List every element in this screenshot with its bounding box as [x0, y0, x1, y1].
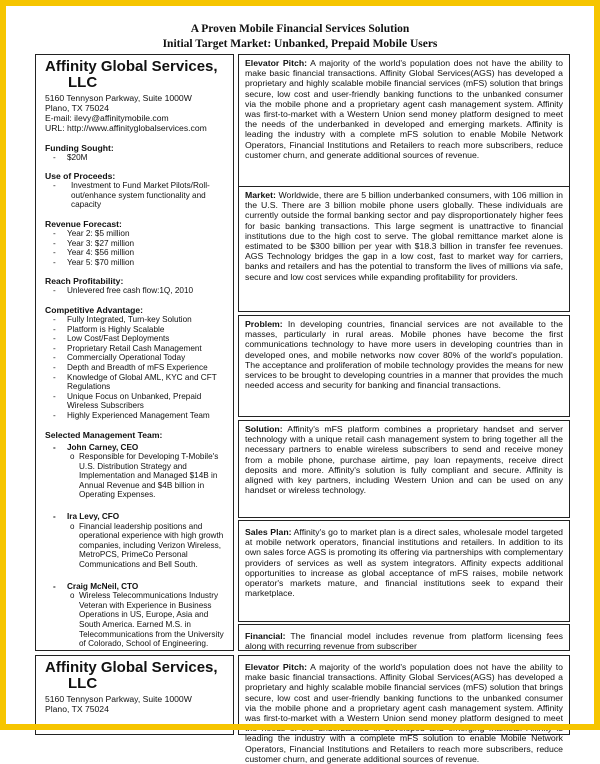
- member-name: - Craig McNeil, CTO: [45, 582, 226, 592]
- list-item: - Year 4: $56 million: [45, 248, 226, 258]
- member-name: - John Carney, CEO: [45, 443, 226, 453]
- title-line-2: Initial Target Market: Unbanked, Prepaid Mobile Users: [162, 38, 438, 50]
- solution-text: Affinity's mFS platform combines a proprietary handset and server technology with a unique retail cash management system to bring together all the necessary partners to enable wireless subscribers to send and receive money from a mobile phone, purchase airtime, pay loan repayments, receive direct deposits and more. Affinity's solution is fully compliant and secure. Affinity is aligned with key partners, including Western Union and can be used on any handset or wireless technology.: [245, 424, 564, 496]
- forecast-label: Revenue Forecast:: [45, 219, 122, 229]
- list-item: - Year 5: $70 million: [45, 258, 226, 268]
- problem-label: Problem:: [245, 319, 283, 329]
- company-name: Affinity Global Services, LLC: [45, 659, 218, 692]
- member-bio: o Responsible for Developing T-Mobile's U.S. Distribution Strategy and Implementation and Managed $14B in Annual Revenue and $4B billion in Operating Expenses.: [45, 452, 226, 500]
- management-label: Selected Management Team:: [45, 429, 163, 440]
- list-item: - Unlevered free cash flow:1Q, 2010: [45, 286, 226, 296]
- list-item: - Knowledge of Global AML, KYC and CFT Regulations: [45, 373, 226, 392]
- page-frame-bottom-edge: [0, 724, 600, 730]
- team-member: [45, 582, 226, 649]
- title-line-1: A Proven Mobile Financial Services Solution: [190, 23, 410, 35]
- elevator-pitch-section: [238, 54, 570, 188]
- company-url: URL: http://www.affinityglobalservices.com: [45, 122, 207, 133]
- document-title: [0, 22, 600, 52]
- advantage-list: [45, 315, 226, 421]
- financial-section: [238, 624, 570, 651]
- financial-label: Financial:: [245, 631, 286, 641]
- list-item: - Highly Experienced Management Team: [45, 411, 226, 421]
- list-item: - Year 3: $27 million: [45, 239, 226, 249]
- funding-label: Funding Sought:: [45, 142, 114, 153]
- list-item: - Year 2: $5 million: [45, 229, 226, 239]
- member-bio: o Financial leadership positions and operational experience with high growth companies, including Verizon Wireless, MetroPCS, PrimeCo Personal Communications and Bell South.: [45, 522, 226, 570]
- sales-plan-text: Affinity's go to market plan is a direct sales, wholesale model targeted at mobile network operators, financial institutions and retailers. In addition to its own sales force AGS is promoting its offering via partnerships with complementary providers of services as well as system integrators. Affinity expects additional opportunities to increase as global acceptance of mFS raises, mobile network operator's markets mature, and financial institutions seek to expand their marketplace.: [245, 527, 564, 599]
- forecast-list: [45, 229, 226, 267]
- elevator-pitch-label: Elevator Pitch:: [245, 58, 308, 68]
- elevator-pitch-text: A majority of the world's population does not have the ability to make basic financial transactions. Affinity Global Services(AGS) has developed a proprietary and highly scalable mobile financial services (mFS) solution that brings secure, low cost and user-friendly banking functions to the unbanked consumer via the mobile phone and a proprietary agent cash management system. Affinity was first-to-market with a Western Union send money platform designed to meet the needs of the underbanked in developed and emerging markets. Affinity is leading the industry with a complete mFS solution to enable Mobile Network Operators, Financial Institutions and Retailers to reach more subscribers, reduce customer churn, and generate additional sources of revenue.: [245, 58, 563, 160]
- list-item: - Low Cost/Fast Deployments: [45, 334, 226, 344]
- problem-text: In developing countries, financial services are not available to the masses, particularly in rural areas. Mobile phones have become the first communications technology to have more users in developing countries than in developed ones, and mobile networks now cover 80% of the world's population. The acceptance and proliferation of mobile technology provides the means for new services to be brought to developing countries in a manner that provides the much needed access and security for banking and financial transactions.: [245, 319, 564, 391]
- proceeds-list: [45, 181, 226, 210]
- list-item: - Depth and Breadth of mFS Experience: [45, 363, 226, 373]
- profitability-list: [45, 286, 226, 296]
- financial-text: The financial model includes revenue from platform licensing fees along with recurring revenue from subscriber: [245, 631, 563, 652]
- sales-plan-label: Sales Plan:: [245, 527, 292, 537]
- proceeds-label: Use of Proceeds:: [45, 171, 116, 182]
- company-address: 5160 Tennyson Parkway, Suite 1000W Plano, TX 75024 E-mail: ilevy@affinitymobile.com URL: http://www.affinityglobalservices.com: [45, 94, 226, 134]
- company-profile-panel-page-2: [35, 655, 234, 735]
- company-address: 5160 Tennyson Parkway, Suite 1000W Plano, TX 75024: [45, 694, 192, 714]
- advantage-label: Competitive Advantage:: [45, 304, 144, 315]
- team-member: [45, 443, 226, 501]
- team-member: [45, 512, 226, 570]
- list-item: - Commercially Operational Today: [45, 353, 226, 363]
- company-email: E-mail: ilevy@affinitymobile.com: [45, 112, 169, 123]
- solution-section: [238, 420, 570, 518]
- member-bio: o Wireless Telecommunications Industry Veteran with Experience in Business Operations in US, Europe, Asia and South America. Earned M.S. in Telecommunications from the University of Colorado, School of Engineering.: [45, 591, 226, 649]
- list-item: - Investment to Fund Market Pilots/Roll-out/enhance system functionality and capacity: [45, 181, 226, 210]
- list-item: - Proprietary Retail Cash Management: [45, 344, 226, 354]
- market-text: Worldwide, there are 5 billion underbanked consumers, with 106 million in the U.S. There are 3 billion mobile phone users globally. These individuals are currently outside the formal banking sector and pay disproportionately higher fees for basic banking transactions. This large segment is unattractive to financial institutions due to the high cost to serve. The global remittance market alone is estimated to be $300 billion per year with $18.3 billion in transfer fee revenues. AGS Technology bridges the gap in a low cost, fast to market way for carriers, banks and retailers and has the potential to transform the lives of millions via safe, secure and low cost services while expanding profitability for providers.: [245, 190, 563, 282]
- problem-section: [238, 315, 570, 417]
- elevator-pitch-label: Elevator Pitch:: [245, 662, 308, 672]
- company-profile-panel: [35, 54, 234, 651]
- list-item: - Unique Focus on Unbanked, Prepaid Wireless Subscribers: [45, 392, 226, 411]
- list-item: - $20M: [45, 153, 226, 163]
- profitability-label: Reach Profitability:: [45, 276, 124, 287]
- market-label: Market:: [245, 190, 276, 200]
- elevator-pitch-text: A majority of the world's population does not have the ability to make basic financial transactions. Affinity Global Services(AGS) has developed a proprietary and highly scalable mobile financial services (mFS) solution that brings secure, low cost and user-friendly banking functions to the unbanked consumer via the mobile phone and a proprietary agent cash management system. Affinity was first-to-market with a Western Union send money platform designed to meet leading the industry with a complete mFS solution to enable Mobile Network Operators, Financial Institutions and Retailers to reach more subscribers, reduce customer churn, and generate additional sources of revenue.: [245, 662, 563, 764]
- company-name: Affinity Global Services, LLC: [45, 58, 218, 91]
- elevator-pitch-section-page-2: [238, 655, 570, 764]
- market-section: [238, 186, 570, 312]
- solution-label: Solution:: [245, 424, 283, 434]
- member-name: - Ira Levy, CFO: [45, 512, 226, 522]
- list-item: - Fully Integrated, Turn-key Solution: [45, 315, 226, 325]
- list-item: - Platform is Highly Scalable: [45, 325, 226, 335]
- sales-plan-section: [238, 520, 570, 622]
- funding-list: [45, 153, 226, 163]
